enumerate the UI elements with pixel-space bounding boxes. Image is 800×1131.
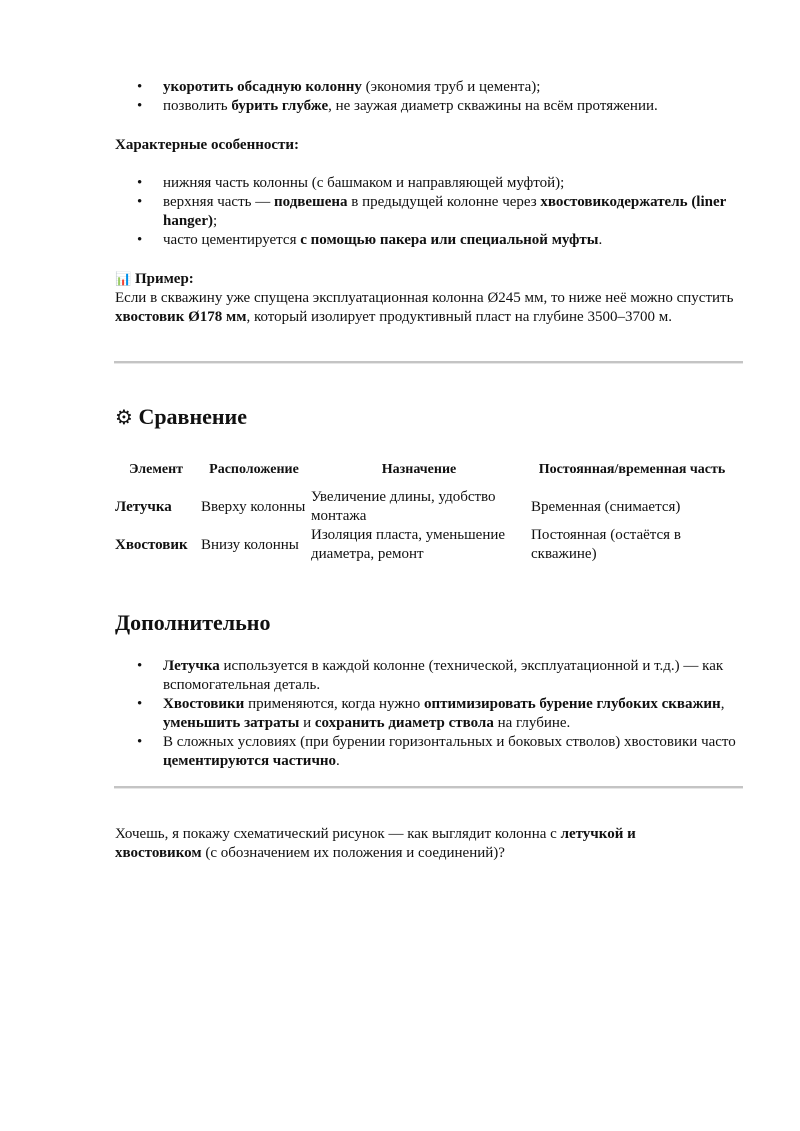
closing-paragraph: Хочешь, я покажу схематический рисунок — как выглядит колонна с летучкой и хвостовиком (с обозначением их положения и соединений)?	[115, 826, 636, 861]
table-row	[113, 526, 735, 564]
gear-icon: ⚙	[115, 405, 133, 429]
table-header-row	[113, 451, 735, 488]
list-item: • позволить бурить глубже, не заужая диаметр скважины на всём протяжении.	[163, 97, 753, 116]
example-heading: 📊 Пример:	[115, 271, 194, 287]
list-item: • В сложных условиях (при бурении горизонтальных и боковых стволов) хвостовики часто цементируются частично.	[163, 733, 747, 771]
table-cell: Вверху колонны	[201, 498, 306, 515]
column-header: Назначение	[381, 462, 457, 477]
column-header: Элемент	[128, 462, 184, 477]
list-item: • верхняя часть — подвешена в предыдущей колонне через хвостовикодержатель (liner hanger);	[163, 193, 753, 231]
table-cell: Постоянная (остаётся в скважине)	[531, 527, 681, 562]
list-item: • нижняя часть колонны (с башмаком и направляющей муфтой);	[163, 174, 753, 193]
features-heading: Характерные особенности:	[115, 137, 300, 153]
list-item: • Летучка используется в каждой колонне (технической, эксплуатационной и т.д.) — как вспомогательная деталь.	[163, 657, 747, 695]
bar-chart-icon: 📊	[115, 272, 132, 287]
comparison-heading: ⚙ Сравнение	[115, 404, 247, 429]
divider	[114, 786, 743, 788]
column-header: Расположение	[209, 462, 299, 477]
table-cell: Увеличение длины, удобство монтажа	[311, 489, 496, 524]
comparison-table	[113, 451, 735, 564]
list-item: • укоротить обсадную колонну (экономия труб и цемента);	[163, 78, 753, 97]
list-item: • Хвостовики применяются, когда нужно оптимизировать бурение глубоких скважин, уменьшить затраты и сохранить диаметр ствола на глубине.	[163, 695, 747, 733]
table-cell: Изоляция пласта, уменьшение диаметра, ремонт	[311, 527, 506, 562]
features-list	[163, 174, 753, 250]
table-cell: Летучка	[115, 498, 172, 515]
table-cell: Хвостовик	[115, 536, 188, 553]
divider	[114, 361, 743, 363]
example-paragraph: Если в скважину уже спущена эксплуатационная колонна Ø245 мм, то ниже неё можно спустить хвостовик Ø178 мм, который изолирует продуктивный пласт на глубине 3500–3700 м.	[115, 290, 734, 325]
additional-heading: Дополнительно	[115, 610, 271, 635]
table-cell: Внизу колонны	[201, 536, 299, 553]
table-row	[113, 488, 735, 526]
list-item: • часто цементируется с помощью пакера или специальной муфты.	[163, 231, 753, 250]
table-cell: Временная (снимается)	[531, 498, 681, 515]
liner-intro-list	[163, 78, 753, 116]
additional-list	[163, 657, 747, 771]
column-header: Постоянная/временная часть	[538, 462, 726, 477]
